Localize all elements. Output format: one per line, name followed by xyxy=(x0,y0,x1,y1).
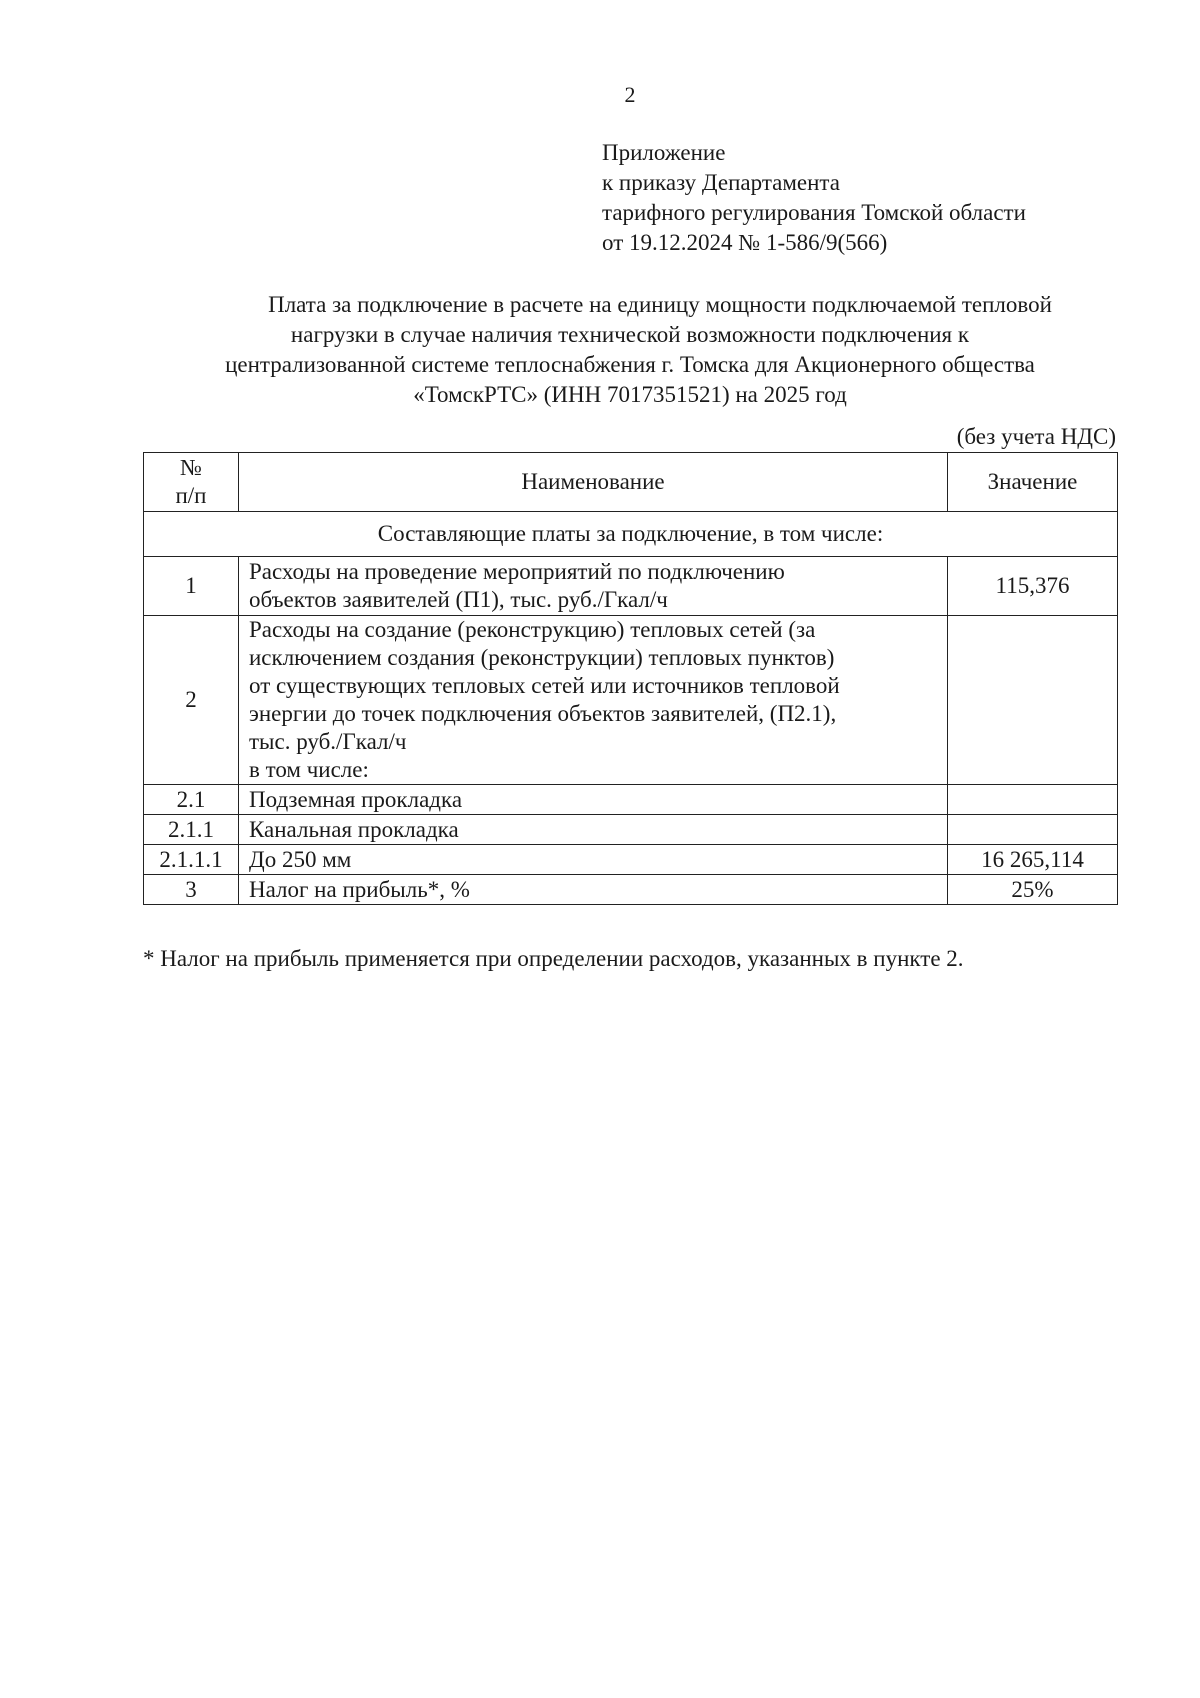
row-name: Подземная прокладка xyxy=(239,785,948,815)
header-value: Значение xyxy=(948,453,1118,512)
row-no: 3 xyxy=(144,875,239,905)
tariff-table xyxy=(143,452,1118,905)
appendix-line-1: Приложение xyxy=(602,140,726,165)
row-value: 25% xyxy=(948,875,1118,905)
row-no: 2.1 xyxy=(144,785,239,815)
header-name: Наименование xyxy=(239,453,948,512)
title-line-2: нагрузки в случае наличия технической возможности подключения к xyxy=(290,322,970,347)
row-name: Налог на прибыль*, % xyxy=(239,875,948,905)
table-row xyxy=(144,785,1118,815)
row-name: До 250 мм xyxy=(239,845,948,875)
table-row xyxy=(144,616,1118,785)
footnote: * Налог на прибыль применяется при определении расходов, указанных в пункте 2. xyxy=(143,946,964,971)
table-row xyxy=(144,815,1118,845)
title-line-3: централизованной системе теплоснабжения г. Томска для Акционерного общества xyxy=(225,352,1035,377)
title-line-4: «ТомскРТС» (ИНН 7017351521) на 2025 год xyxy=(413,382,847,407)
appendix-line-4: от 19.12.2024 № 1-586/9(566) xyxy=(602,230,888,255)
header-no-abbr: п/п xyxy=(175,483,207,508)
title-line-1: Плата за подключение в расчете на единицу мощности подключаемой тепловой xyxy=(268,292,1052,317)
row-value xyxy=(948,815,1118,845)
row-no: 1 xyxy=(144,557,239,616)
row-no: 2.1.1 xyxy=(144,815,239,845)
appendix-line-2: к приказу Департамента xyxy=(602,170,840,195)
appendix-block xyxy=(602,138,1026,258)
row-name-line: Расходы на создание (реконструкцию) тепловых сетей (за xyxy=(249,617,816,642)
appendix-line-3: тарифного регулирования Томской области xyxy=(602,200,1026,225)
table-row xyxy=(144,557,1118,616)
header-no xyxy=(144,453,239,512)
row-name xyxy=(239,557,948,616)
row-name-line: исключением создания (реконструкции) тепловых пунктов) xyxy=(249,645,835,670)
row-name-line: от существующих тепловых сетей или источников тепловой xyxy=(249,673,840,698)
row-value xyxy=(948,616,1118,785)
row-no: 2 xyxy=(144,616,239,785)
row-value: 16 265,114 xyxy=(948,845,1118,875)
document-title xyxy=(140,290,1120,410)
row-name-line: в том числе: xyxy=(249,757,369,782)
header-no-symbol: № xyxy=(180,455,202,480)
row-name-line: тыс. руб./Гкал/ч xyxy=(249,729,407,754)
row-name xyxy=(239,616,948,785)
page-number: 2 xyxy=(624,82,636,107)
section-title: Составляющие платы за подключение, в том числе: xyxy=(144,512,1118,557)
row-no: 2.1.1.1 xyxy=(144,845,239,875)
row-name-line: Расходы на проведение мероприятий по подключению xyxy=(249,559,785,584)
table-header-row xyxy=(144,453,1118,512)
vat-note: (без учета НДС) xyxy=(956,424,1116,449)
row-value: 115,376 xyxy=(948,557,1118,616)
row-name-line: объектов заявителей (П1), тыс. руб./Гкал/ч xyxy=(249,587,668,612)
row-value xyxy=(948,785,1118,815)
row-name-line: энергии до точек подключения объектов заявителей, (П2.1), xyxy=(249,701,837,726)
section-row xyxy=(144,512,1118,557)
row-name: Канальная прокладка xyxy=(239,815,948,845)
table-row xyxy=(144,845,1118,875)
table-row xyxy=(144,875,1118,905)
